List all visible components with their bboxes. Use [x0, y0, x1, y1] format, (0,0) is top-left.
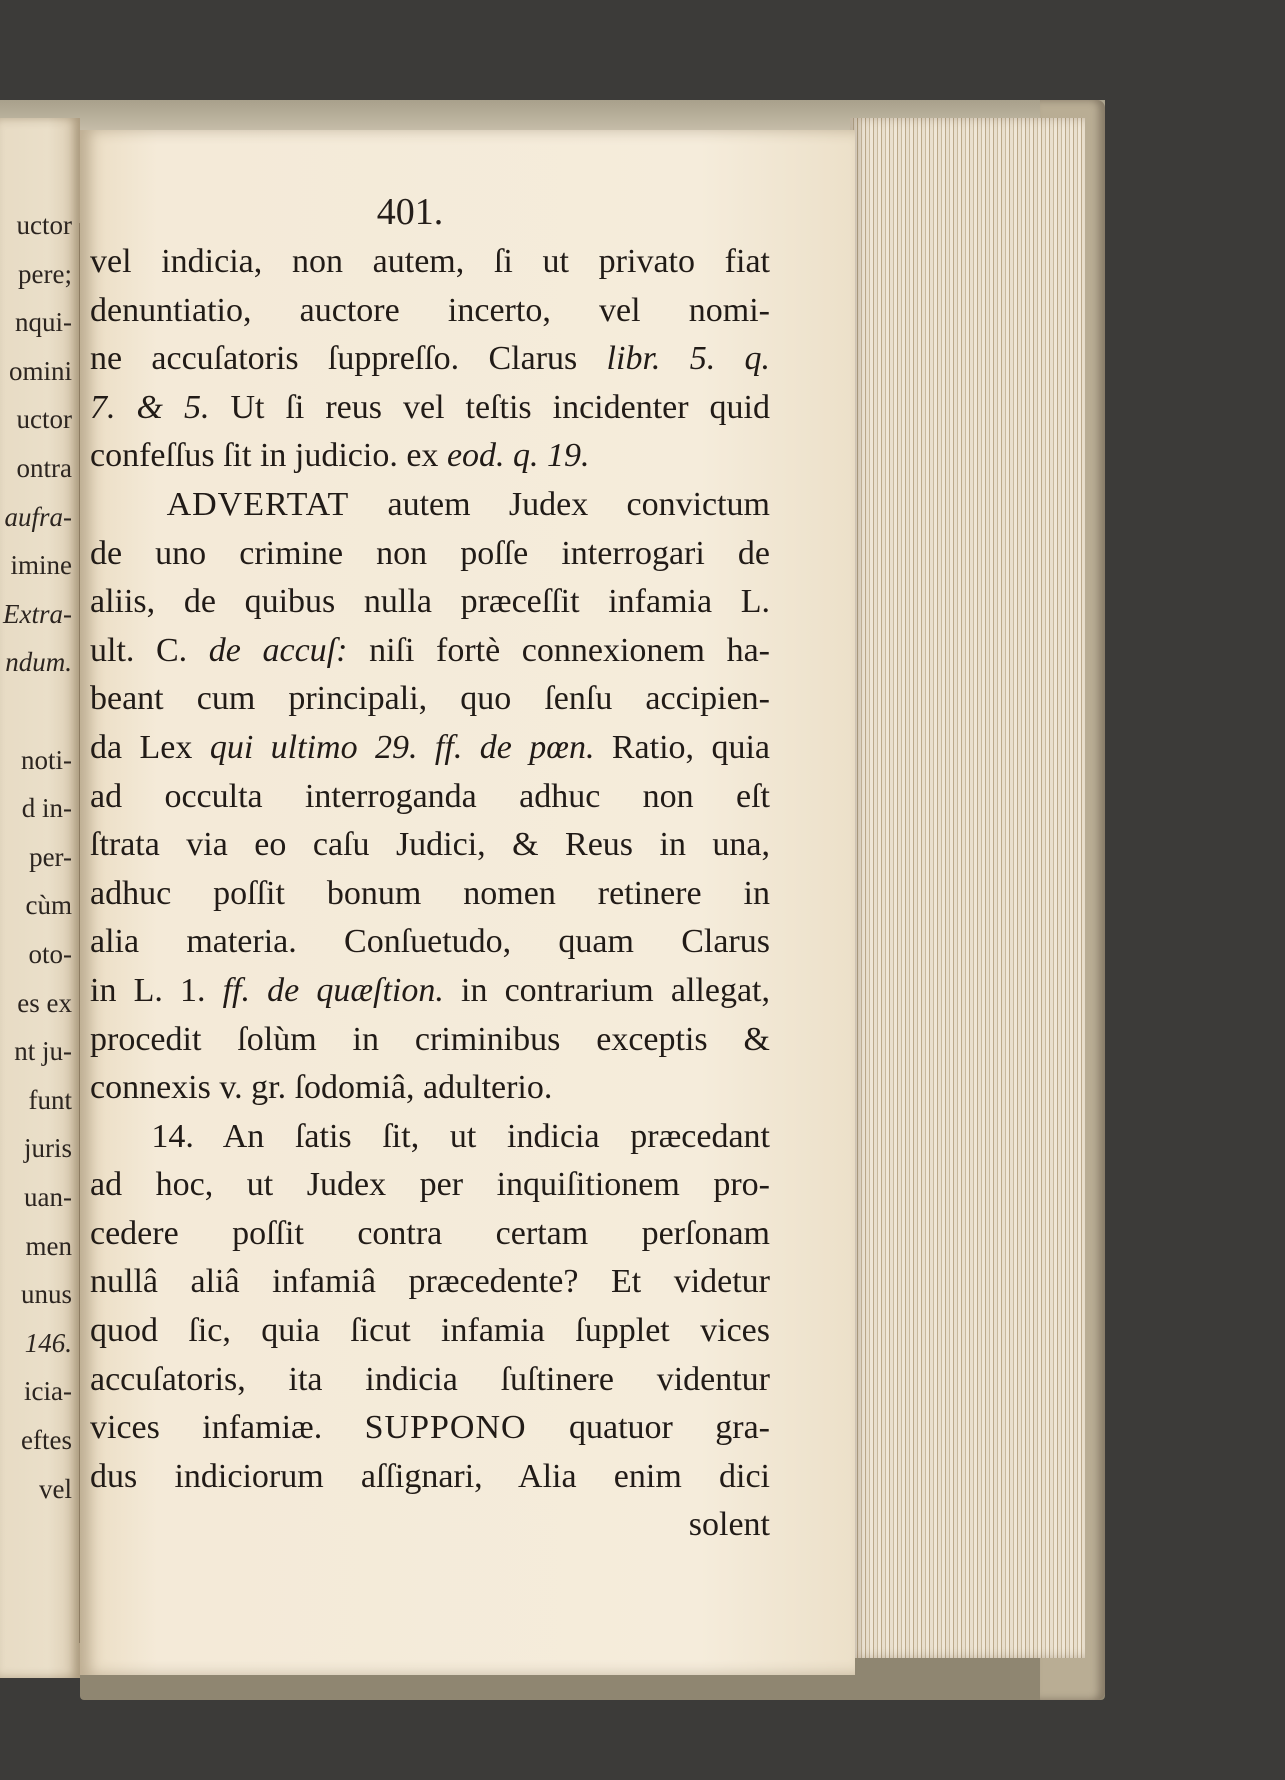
- margin-fragment: 146.: [24, 1327, 72, 1358]
- margin-fragment: vel: [39, 1473, 72, 1504]
- margin-fragment: aufra-: [4, 501, 72, 532]
- current-page: [80, 130, 855, 1675]
- text-line: alia materia. Conſuetudo, quam Clarus: [90, 923, 770, 961]
- text-line: confeſſus ſit in judicio. ex eod. q. 19.: [90, 437, 590, 475]
- margin-fragment: uctor: [16, 404, 72, 435]
- text-line: adhuc poſſit bonum nomen retinere in: [90, 874, 770, 912]
- text-line: de uno crimine non poſſe interrogari de: [90, 534, 770, 572]
- margin-fragment: juris: [23, 1133, 72, 1164]
- text-line: 7. & 5. Ut ſi reus vel teſtis incidenter quid: [90, 388, 771, 426]
- text-line: ad hoc, ut Judex per inquiſitionem pro-: [90, 1166, 770, 1204]
- margin-fragment: imine: [10, 550, 72, 581]
- page-number: 401.: [376, 191, 444, 233]
- previous-page: [0, 118, 80, 1678]
- margin-fragment: es ex: [17, 987, 72, 1018]
- margin-fragment: pere;: [18, 258, 72, 289]
- text-line: beant cum principali, quo ſenſu accipien-: [90, 680, 770, 718]
- catchword: solent: [688, 1506, 770, 1544]
- margin-fragment: noti-: [21, 744, 72, 775]
- margin-fragment: funt: [28, 1084, 72, 1115]
- text-line: quod ſic, quia ſicut infamia ſupplet vices: [90, 1312, 770, 1350]
- text-line: in L. 1. ff. de quæſtion. in contrarium allegat,: [90, 971, 770, 1009]
- margin-fragment: d in-: [21, 793, 72, 824]
- text-line: ne accuſatoris ſuppreſſo. Clarus libr. 5. q.: [90, 340, 770, 378]
- margin-fragment: oto-: [28, 939, 72, 969]
- text-line: connexis v. gr. ſodomiâ, adulterio.: [90, 1069, 553, 1107]
- page-fore-edge: [850, 118, 1085, 1658]
- text-line: vel indicia, non autem, ſi ut privato fiat: [90, 243, 770, 280]
- margin-fragment: cùm: [25, 890, 72, 921]
- text-line: ult. C. de accuſ: niſi fortè connexionem ha-: [90, 631, 770, 669]
- body-text: [90, 238, 770, 1550]
- margin-fragment: nqui-: [15, 307, 72, 338]
- text-line: procedit ſolùm in criminibus exceptis &: [90, 1020, 770, 1058]
- text-line: accuſatoris, ita indicia ſuſtinere videntur: [90, 1360, 770, 1398]
- text-line: denuntiatio, auctore incerto, vel nomi-: [90, 291, 770, 329]
- margin-fragment: icia-: [24, 1376, 72, 1407]
- text-line: vices infamiæ. SUPPONO quatuor gra-: [90, 1409, 770, 1447]
- margin-fragment: per-: [29, 841, 72, 872]
- margin-fragment: ndum.: [5, 647, 72, 678]
- text-line: ADVERTAT autem Judex convictum: [166, 485, 770, 523]
- text-line: aliis, de quibus nulla præceſſit infamia L.: [90, 583, 770, 621]
- text-line: ad occulta interroganda adhuc non eſt: [90, 777, 770, 815]
- text-line: dus indiciorum aſſignari, Alia enim dici: [90, 1457, 770, 1495]
- margin-fragment: unus: [20, 1279, 72, 1310]
- text-line: nullâ aliâ infamiâ præcedente? Et videtur: [90, 1263, 770, 1301]
- text-line: 14. An ſatis ſit, ut indicia præcedant: [151, 1117, 770, 1155]
- text-line: ſtrata via eo caſu Judici, & Reus in una,: [90, 826, 770, 864]
- margin-fragment: uctor: [16, 210, 72, 240]
- margin-fragment: Extra-: [3, 598, 72, 629]
- margin-fragment: nt ju-: [14, 1036, 72, 1067]
- margin-fragment: ontra: [16, 453, 72, 483]
- margin-fragment: uan-: [24, 1182, 72, 1212]
- text-line: cedere poſſit contra certam perſonam: [90, 1214, 770, 1252]
- margin-fragment: eftes: [21, 1425, 72, 1455]
- text-line: da Lex qui ultimo 29. ff. de pœn. Ratio, quia: [90, 728, 771, 766]
- margin-fragment: omini: [8, 355, 72, 386]
- margin-fragment: men: [25, 1230, 72, 1261]
